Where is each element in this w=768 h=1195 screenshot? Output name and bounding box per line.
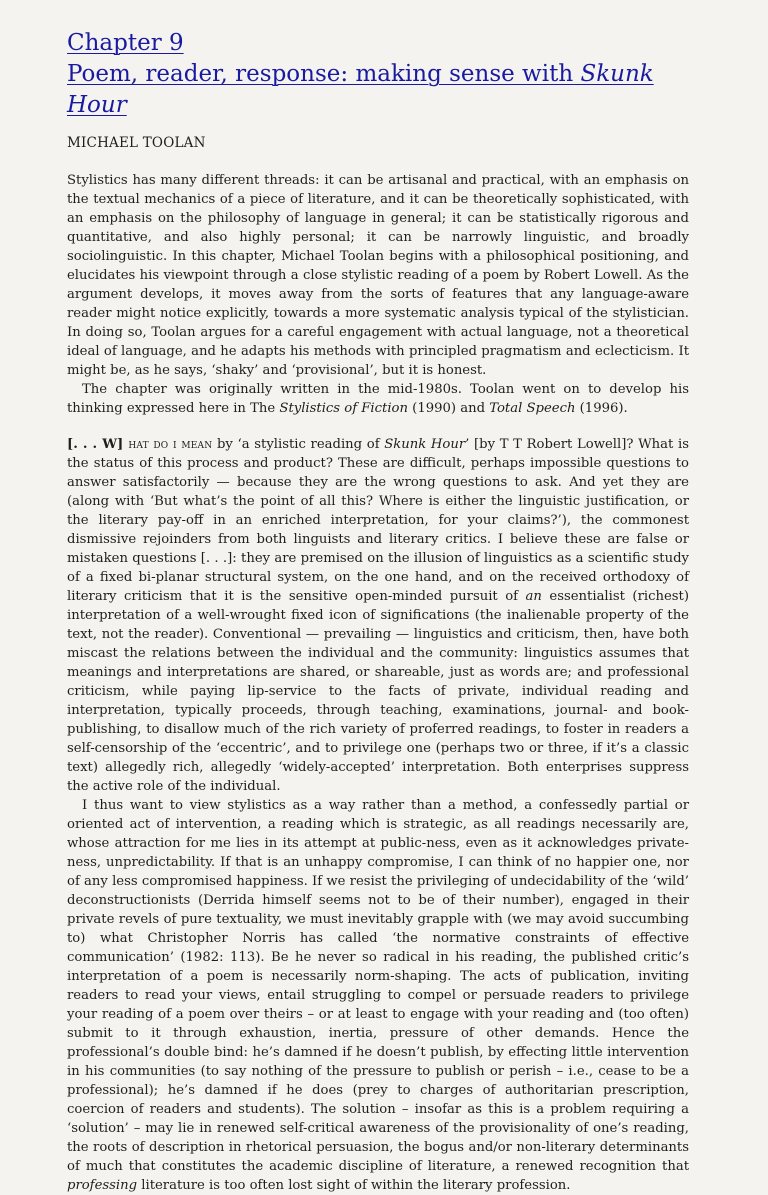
intro-p2-text-c: (1996). bbox=[575, 401, 628, 416]
chapter-title-italic[interactable]: Skunk Hour bbox=[67, 61, 654, 118]
body-p1-small-caps: hat do i mean bbox=[128, 436, 213, 451]
chapter-title-main[interactable]: Poem, reader, response: making sense with bbox=[67, 61, 581, 87]
intro-paragraph-1: Stylistics has many different threads: it can be artisanal and practical, with an emphasis on the textual mechanics of a piece of literature, and it can be theoretically sophisticated, with an emphasis on the philosophy of language in general; it can be statistically rigorous and quantitative, and also highly personal; it can be narrowly linguistic, and broadly sociolinguistic. In this chapter, Michael Toolan begins with a philosophical positioning, and elucidates his viewpoint through a close stylistic reading of a poem by Robert Lowell. As the argument develops, it moves away from the sorts of features that any language-aware reader might notice explicitly, towards a more systematic analysis typical of the stylistician. In doing so, Toolan argues for a careful engagement with actual language, not a theoretical ideal of language, and he adapts his methods with principled pragmatism and eclecticism. It might be, as he says, ‘shaky’ and ‘provisional’, but it is honest. bbox=[67, 173, 689, 378]
author-name: MICHAEL TOOLAN bbox=[67, 135, 206, 151]
body-p2-text-b: literature is too often lost sight of within the literary profession. bbox=[137, 1178, 571, 1193]
intro-p2-book-title-2: Total Speech bbox=[489, 401, 576, 416]
intro-p2-text-b: (1990) and bbox=[407, 401, 490, 416]
chapter-body bbox=[67, 434, 689, 1195]
body-p1-poem-title: Skunk Hour bbox=[384, 437, 466, 452]
chapter-heading-link[interactable] bbox=[67, 28, 689, 121]
body-p1-text-b: ’ [by T T Robert Lowell]? What is the status of this process and product? These are difficult, perhaps impossible questions to answer satisfactorily — because they are the wrong questions to ask. And yet they are (along with ‘But what’s the point of all this? Where is either the linguistic justification, or the literary pay-off in an enriched interpretation, for your claims?’), the commonest dismissive rejoinders from both linguists and literary critics. I believe these are false or mistaken questions [. . .]: they are premised on the illusion of linguistics as a scientific study of a fixed bi-planar structural system, on the one hand, and on the received orthodoxy of literary criticism that it is the sensitive open-minded pursuit of bbox=[67, 437, 689, 604]
body-p1-opening: [. . . W] bbox=[67, 437, 129, 452]
body-paragraph-2 bbox=[67, 796, 689, 1195]
body-p1-text-c: essentialist (richest) interpretation of a well-wrought fixed icon of significations (the inalienable property of the text, not the reader). Conventional — prevailing — linguistics and criticism, then, have both miscast the relations between the individual and the community: linguistics assumes that meanings and interpretations are shared, or shareable, just as words are; and professional criticism, while paying lip-service to the facts of private, individual reading and interpretation, typically proceeds, through teaching, examinations, journal- and book-publishing, to disallow much of the rich variety of proferred readings, to foster in readers a self-censorship of the ‘eccentric’, and to privilege one (perhaps two or three, if it’s a classic text) allegedly rich, allegedly ‘widely-accepted’ interpretation. Both enterprises suppress the active role of the individual. bbox=[67, 589, 689, 794]
chapter-label[interactable]: Chapter 9 bbox=[67, 30, 184, 56]
body-p2-text-a: I thus want to view stylistics as a way rather than a method, a confessedly partial or oriented act of intervention, a reading which is strategic, as all readings necessarily are, whose attraction for me lies in its attempt at public-ness, even as it acknowledges private-ness, unpredictability. If that is an unhappy compromise, I can think of no happier one, nor of any less compromised happiness. If we resist the privileging of undecidability of the ‘wild’ deconstructionists (Derrida himself seems not to be of their number), engaged in their private revels of pure textuality, we must inevitably grapple with (we may avoid succumbing to) what Christopher Norris has called ‘the normative constraints of effective communication’ (1982: 113). Be he never so radical in his reading, the published critic’s interpretation of a poem is necessarily norm-shaping. The acts of publication, inviting readers to read your views, entail struggling to compel or persuade readers to privilege your reading of a poem over theirs – or at least to engage with your reading and (too often) submit to it through exhaustion, inertia, pressure of other demands. Hence the professional’s double bind: he’s damned if he doesn’t publish, by effecting little intervention in his communities (to say nothing of the pressure to publish or perish – i.e., cease to be a professional); he’s damned if he does (prey to charges of authoritarian prescription, coercion of readers and students). The solution – insofar as this is a problem requiring a ‘solution’ – may lie in renewed self-critical awareness of the provisionality of one’s reading, the roots of description in rhetorical persuasion, the bogus and/or non-literary determinants of much that constitutes the academic discipline of literature, a renewed recognition that bbox=[67, 798, 689, 1174]
intro-p2-text-a: The chapter was originally written in the mid-1980s. Toolan went on to develop his thinking expressed here in The bbox=[67, 382, 689, 416]
body-paragraph-1 bbox=[67, 434, 689, 796]
body-p2-emphasis: professing bbox=[67, 1178, 138, 1193]
body-p1-emphasis: an bbox=[525, 589, 542, 604]
intro-p2-book-title-1: Stylistics of Fiction bbox=[279, 401, 408, 416]
body-p1-text-a: by ‘a stylistic reading of bbox=[212, 437, 385, 452]
chapter-introduction bbox=[67, 171, 689, 418]
intro-paragraph-2 bbox=[67, 380, 689, 418]
